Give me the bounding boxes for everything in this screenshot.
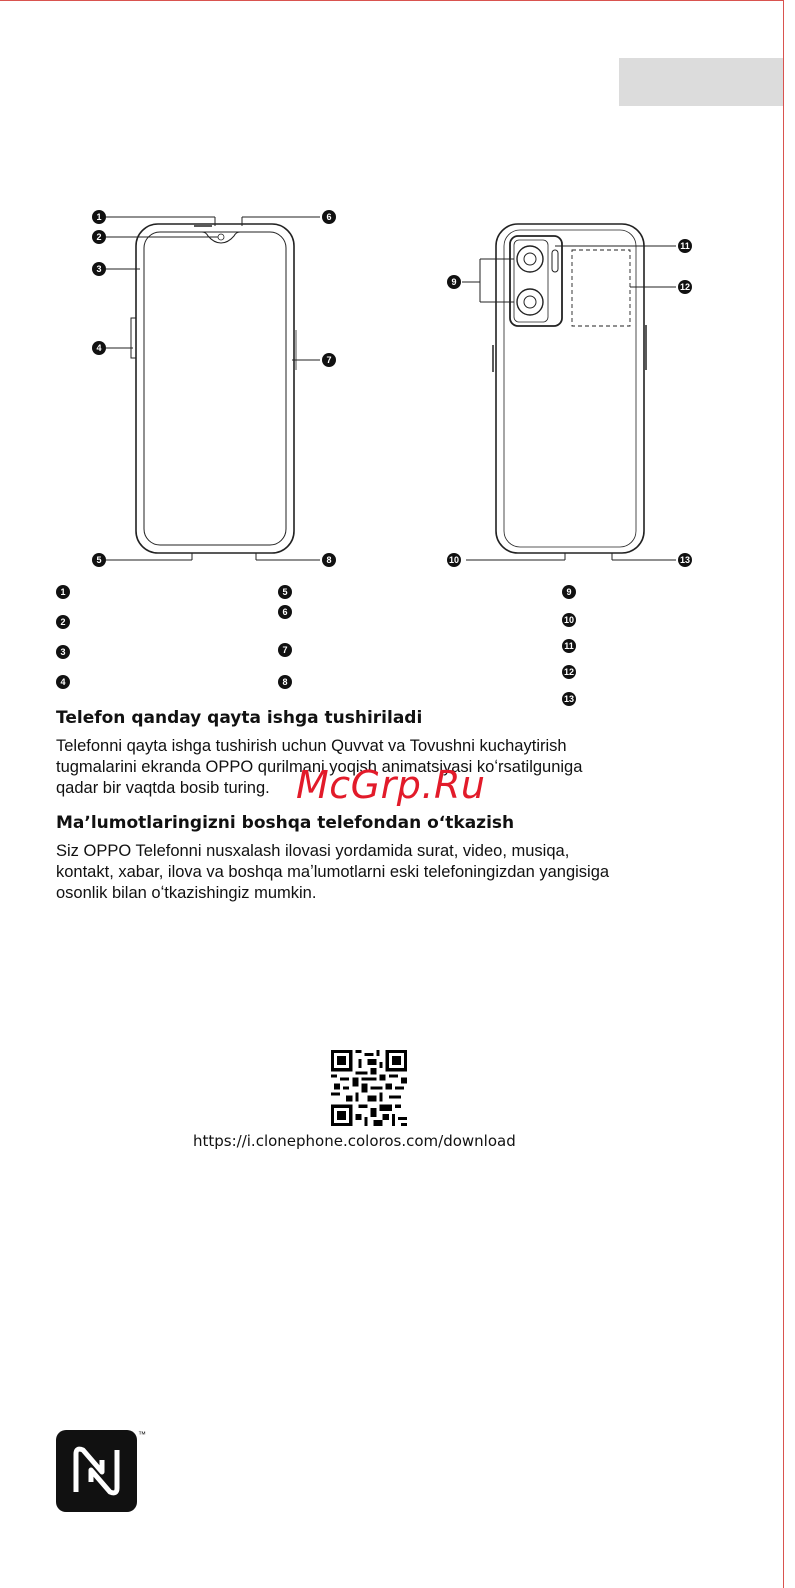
trademark-symbol: ™	[138, 1430, 146, 1439]
legend-badge-6: 6	[278, 602, 292, 620]
transfer-heading: Maʼlumotlaringizni boshqa telefondan oʻtkazish	[56, 813, 515, 833]
restart-line-1: Telefonni qayta ishga tushirish uchun Quvvat va Tovushni kuchaytirish	[56, 737, 567, 755]
restart-line-3: qadar bir vaqtda bosib turing.	[56, 779, 270, 797]
callout-10: 10	[448, 555, 459, 565]
transfer-paragraph	[56, 841, 736, 904]
legend-badge-2: 2	[56, 612, 70, 630]
phone-diagram	[0, 0, 795, 720]
watermark: McGrp.Ru	[296, 763, 486, 807]
callout-13: 13	[679, 555, 690, 565]
legend-badge-9: 9	[562, 582, 576, 600]
callout-9: 9	[447, 275, 461, 289]
legend-badge-8: 8	[278, 672, 292, 690]
transfer-line-2: kontakt, xabar, ilova va boshqa maʼlumotlarni eski telefoningizdan yangisiga	[56, 863, 610, 881]
transfer-line-1: Siz OPPO Telefonni nusxalash ilovasi yordamida surat, video, musiqa,	[56, 842, 570, 860]
legend-badge-12: 12	[563, 667, 574, 677]
callout-11: 11	[678, 239, 692, 253]
back-phone-outline	[493, 224, 646, 553]
legend-badge-13: 13	[563, 694, 574, 704]
legend-badge-7: 7	[278, 640, 292, 658]
qr-code	[331, 1050, 407, 1126]
front-leader-lines	[106, 217, 320, 560]
legend-badge-11: 11	[562, 636, 576, 654]
front-phone-outline	[131, 224, 296, 553]
callout-3: 3	[92, 262, 106, 276]
legend-badge-3: 3	[56, 642, 70, 660]
restart-line-2: tugmalarini ekranda OPPO qurilmani yoqish animatsiyasi koʻrsatilguniga	[56, 758, 583, 776]
callout-6: 6	[322, 210, 336, 224]
download-url[interactable]: https://i.clonephone.coloros.com/download	[193, 1132, 516, 1150]
legend-badge-10: 10	[563, 615, 574, 625]
nfc-n-mark-icon	[56, 1430, 137, 1512]
legend-badge-5: 5	[278, 582, 292, 600]
legend-badge-4: 4	[56, 672, 70, 690]
callout-4: 4	[92, 341, 106, 355]
callout-1: 1	[92, 210, 106, 224]
callout-5: 5	[92, 553, 106, 567]
restart-heading: Telefon qanday qayta ishga tushiriladi	[56, 708, 423, 728]
callout-12: 12	[679, 282, 690, 292]
legend-badge-1: 1	[56, 582, 70, 600]
callout-8: 8	[322, 553, 336, 567]
callout-7: 7	[322, 353, 336, 367]
transfer-line-3: osonlik bilan oʻtkazishingiz mumkin.	[56, 884, 317, 902]
callout-2: 2	[92, 230, 106, 244]
